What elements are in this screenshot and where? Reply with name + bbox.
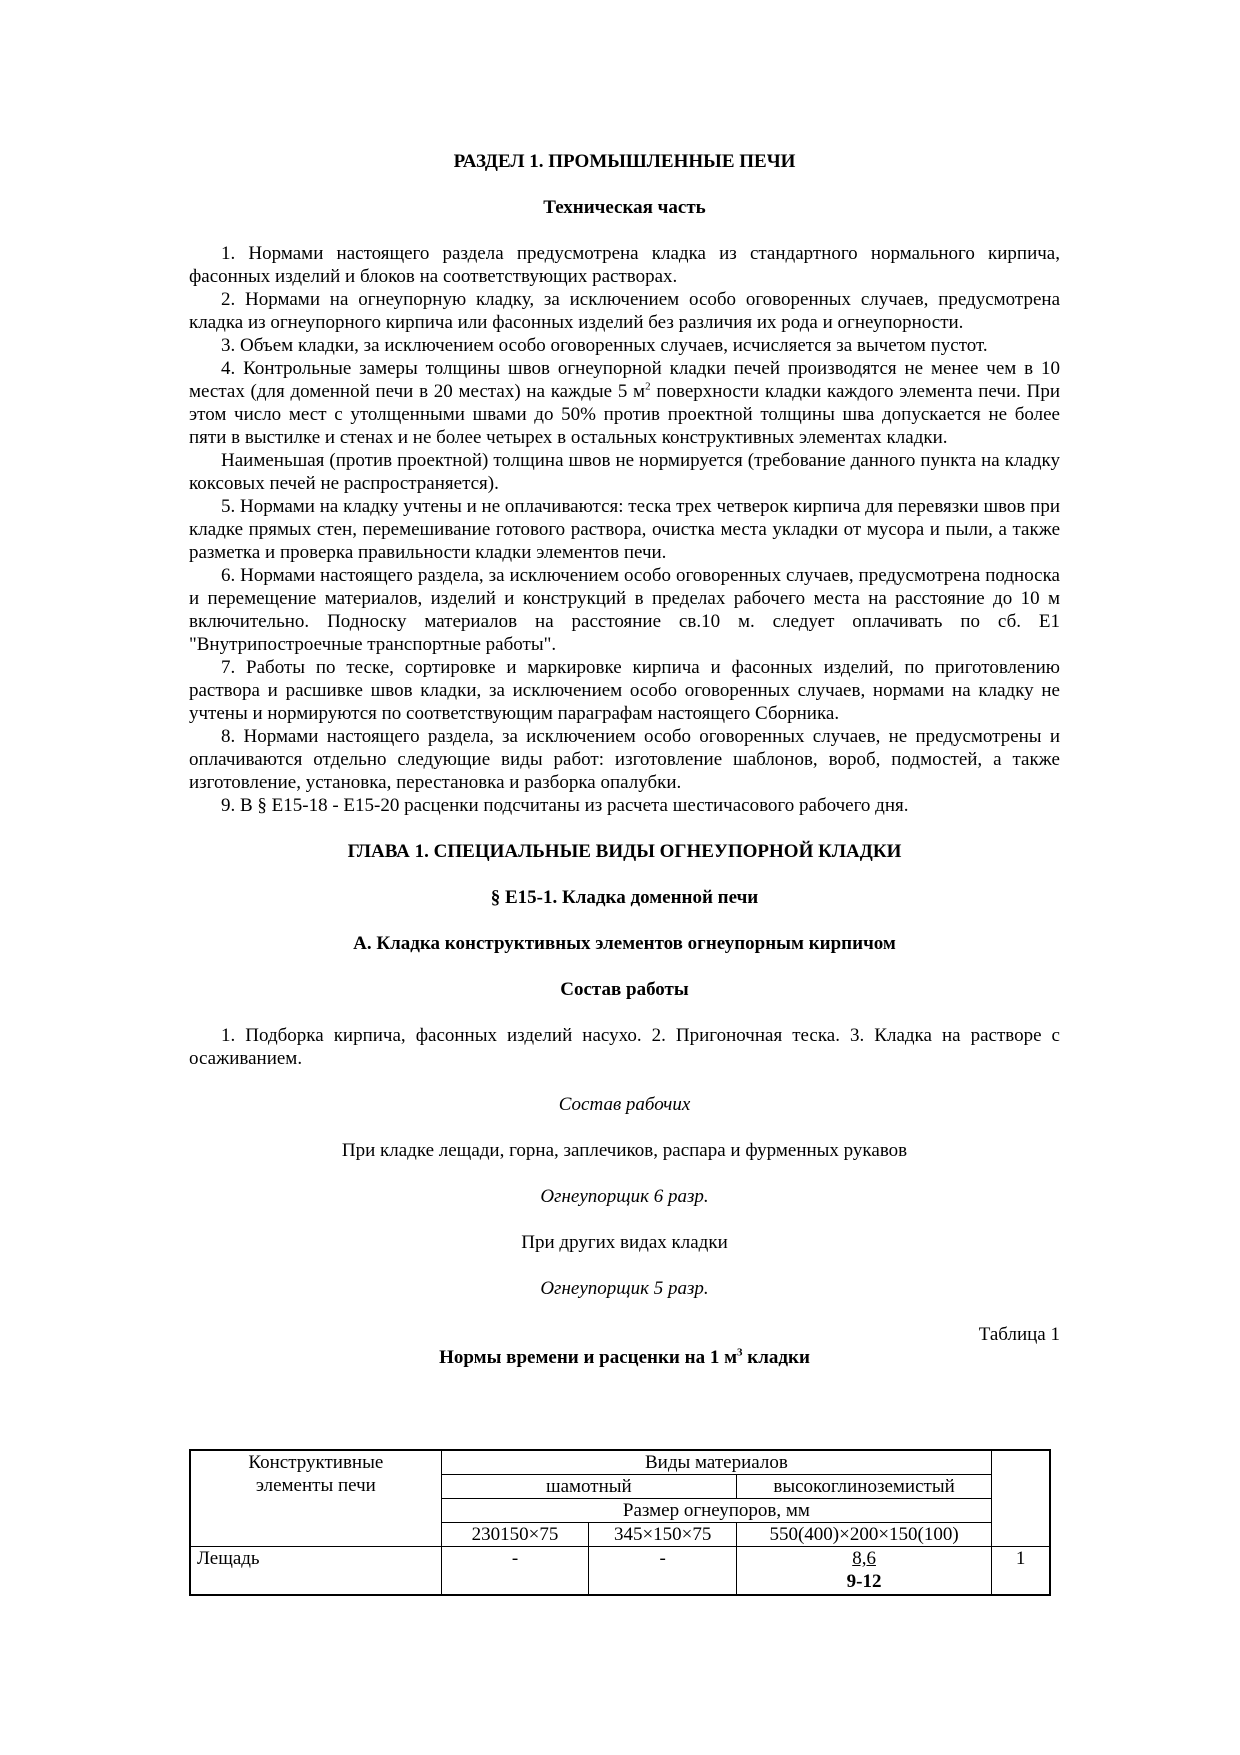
price-value: 9-12 bbox=[846, 1571, 882, 1592]
chapter-title: ГЛАВА 1. СПЕЦИАЛЬНЫЕ ВИДЫ ОГНЕУПОРНОЙ КЛАДКИ bbox=[347, 841, 902, 862]
workers-title: Состав рабочих bbox=[558, 1094, 691, 1115]
table-title-end: кладки bbox=[742, 1347, 810, 1368]
paragraph-2: 2. Нормами на огнеупорную кладку, за исключением особо оговоренных случаев, предусмотрена кладка из огнеупорного кирпича или фасонных изделий без различия их рода и огнеупорности. bbox=[189, 289, 1060, 333]
header-size-1: 230150×75 bbox=[441, 1523, 589, 1547]
section-title: РАЗДЕЛ 1. ПРОМЫШЛЕННЫЕ ПЕЧИ bbox=[453, 151, 796, 172]
tech-part-title: Техническая часть bbox=[543, 197, 706, 218]
superscript: 2 bbox=[645, 380, 651, 393]
header-material-2: высокоглиноземистый bbox=[737, 1475, 992, 1499]
work-composition-text: 1. Подборка кирпича, фасонных изделий насухо. 2. Пригоночная теска. 3. Кладка на растворе с осаживанием. bbox=[189, 1025, 1060, 1069]
paragraph-6: 6. Нормами настоящего раздела, за исключением особо оговоренных случаев, предусмотрена подноска и перемещение материалов, изделий и конструкций в пределах рабочего места на расстояние до 10 м включительно. Подноску материалов на расстояние св.10 м. следует оплачивать по сб. Е1 "Внутрипостроечные транспортные работы". bbox=[189, 565, 1060, 655]
worker-condition: При других видах кладки bbox=[521, 1232, 728, 1253]
worker-grade: Огнеупорщик 5 разр. bbox=[540, 1278, 709, 1299]
cell-row-number: 1 bbox=[992, 1547, 1050, 1595]
paragraph-3: 3. Объем кладки, за исключением особо оговоренных случаев, исчисляется за вычетом пустот. bbox=[221, 335, 988, 356]
norms-table bbox=[189, 1449, 1051, 1596]
header-size-2: 345×150×75 bbox=[589, 1523, 737, 1547]
paragraph-heading: § Е15-1. Кладка доменной печи bbox=[490, 887, 759, 908]
cell-value-1: - bbox=[441, 1547, 589, 1595]
table-header-row bbox=[190, 1450, 1050, 1475]
paragraph-4-text-a: 4. Контрольные замеры толщины швов огнеупорной кладки печей производятся не менее чем в 10 местах (для доменной печи в 20 местах) на каждые 5 м bbox=[189, 358, 1060, 402]
table-title bbox=[189, 1346, 1060, 1369]
worker-condition: При кладке лещади, горна, заплечиков, распара и фурменных рукавов bbox=[341, 1140, 908, 1161]
document-page bbox=[189, 150, 1060, 1392]
paragraph-7: 7. Работы по теске, сортировке и маркировке кирпича и фасонных изделий, по приготовлению раствора и расшивке швов кладки, за исключением особо оговоренных случаев, нормами на кладку не учтены и нормируются по соответствующим параграфам настоящего Сборника. bbox=[189, 657, 1060, 724]
paragraph-9: 9. В § Е15-18 - Е15-20 расценки подсчитаны из расчета шестичасового рабочего дня. bbox=[221, 795, 909, 816]
header-elements: Конструктивные элементы печи bbox=[190, 1450, 441, 1547]
paragraph-8: 8. Нормами настоящего раздела, за исключением особо оговоренных случаев, не предусмотрены и оплачиваются отдельно следующие виды работ: изготовление шаблонов, вороб, подмостей, а также изготовление, установка, перестановка и разборка опалубки. bbox=[189, 726, 1060, 793]
header-size-3: 550(400)×200×150(100) bbox=[737, 1523, 992, 1547]
header-empty bbox=[992, 1450, 1050, 1547]
header-size: Размер огнеупоров, мм bbox=[441, 1499, 992, 1523]
paragraph-1: 1. Нормами настоящего раздела предусмотрена кладка из стандартного нормального кирпича, фасонных изделий и блоков на соответствующих растворах. bbox=[189, 243, 1060, 287]
worker-grade: Огнеупорщик 6 разр. bbox=[540, 1186, 709, 1207]
paragraph-4-text-b: поверхности кладки каждого элемента печи. При этом число мест с утолщенными швами до 50% против проектной толщины шва допускается не более пяти в выстилке и стенах и не более четырех в остальных конструктивных элементах кладки. bbox=[189, 381, 1060, 448]
paragraph-4 bbox=[189, 357, 1060, 449]
work-composition-title: Состав работы bbox=[560, 979, 689, 1000]
table-row bbox=[190, 1547, 1050, 1595]
norm-value: 8,6 bbox=[852, 1548, 876, 1569]
header-materials: Виды материалов bbox=[441, 1450, 992, 1475]
table-title-text: Нормы времени и расценки на 1 м bbox=[439, 1347, 738, 1368]
cell-element: Лещадь bbox=[190, 1547, 441, 1595]
paragraph-4-note: Наименьшая (против проектной) толщина швов не нормируется (требование данного пункта на кладку коксовых печей не распространяется). bbox=[189, 450, 1060, 494]
cell-value-3 bbox=[737, 1547, 992, 1595]
paragraph-5: 5. Нормами на кладку учтены и не оплачиваются: теска трех четверок кирпича для перевязки швов при кладке прямых стен, перемешивание готового раствора, очистка места укладки от мусора и пыли, а также разметка и проверка правильности кладки элементов печи. bbox=[189, 496, 1060, 563]
cell-value-2: - bbox=[589, 1547, 737, 1595]
subsection-title: А. Кладка конструктивных элементов огнеупорным кирпичом bbox=[353, 933, 896, 954]
superscript: 3 bbox=[737, 1346, 743, 1359]
header-material-1: шамотный bbox=[441, 1475, 736, 1499]
table-label: Таблица 1 bbox=[978, 1324, 1060, 1345]
